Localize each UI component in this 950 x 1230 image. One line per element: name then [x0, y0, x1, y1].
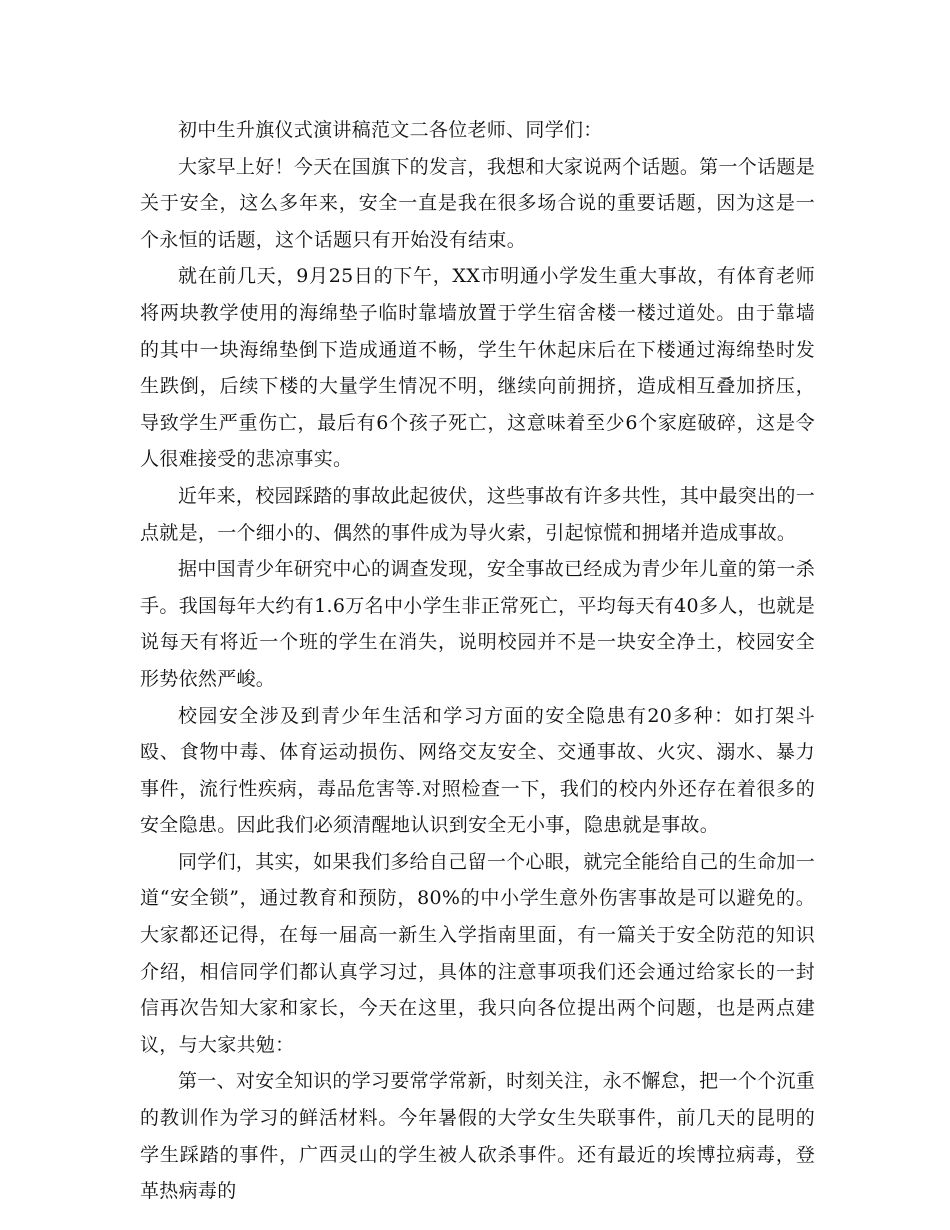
paragraph-statistics: 据中国青少年研究中心的调查发现，安全事故已经成为青少年儿童的第一杀手。我国每年大约有1.6万名中小学生非正常死亡，平均每天有40多人，也就是说每天有将近一个班的学生在消失，说明校园并不是一块安全净土，校园安全形势依然严峻。: [140, 558, 815, 690]
paragraph-title-greeting: 初中生升旗仪式演讲稿范文二各位老师、同学们：: [178, 119, 603, 141]
paragraph-first-suggestion: 第一、对安全知识的学习要常学常新，时刻关注，永不懈怠，把一个个沉重的教训作为学习的鲜活材料。今年暑假的大学女生失联事件，前几天的昆明的学生踩踏的事件，广西灵山的学生被人砍杀事件。还有最近的埃博拉病毒，登革热病毒的: [140, 1070, 815, 1203]
paragraph-incident: 就在前几天，9月25日的下午，XX市明通小学发生重大事故，有体育老师将两块教学使用的海绵垫子临时靠墙放置于学生宿舍楼一楼过道处。由于靠墙的其中一块海绵垫倒下造成通道不畅，学生午休起床后在下楼通过海绵垫时发生跌倒，后续下楼的大量学生情况不明，继续向前拥挤，造成相互叠加挤压，导致学生严重伤亡，最后有6个孩子死亡，这意味着至少6个家庭破碎，这是令人很难接受的悲凉事实。: [140, 265, 815, 471]
document-body: [140, 112, 815, 1210]
paragraph-opening: 大家早上好！今天在国旗下的发言，我想和大家说两个话题。第一个话题是关于安全，这么多年来，安全一直是我在很多场合说的重要话题，因为这是一个永恒的话题，这个话题只有开始没有结束。: [140, 155, 815, 251]
paragraph-stampede-trend: 近年来，校园踩踏的事故此起彼伏，这些事故有许多共性，其中最突出的一点就是，一个细小的、偶然的事件成为导火索，引起惊慌和拥堵并造成事故。: [140, 484, 815, 544]
paragraph-prevention: 同学们，其实，如果我们多给自己留一个心眼，就完全能给自己的生命加一道“安全锁”，通过教育和预防，80%的中小学生意外伤害事故是可以避免的。大家都还记得，在每一届高一新生入学指南里面，有一篇关于安全防范的知识介绍，相信同学们都认真学习过，具体的注意事项我们还会通过给家长的一封信再次告知大家和家长，今天在这里，我只向各位提出两个问题，也是两点建议，与大家共勉：: [140, 850, 815, 1056]
paragraph-hazards: 校园安全涉及到青少年生活和学习方面的安全隐患有20多种：如打架斗殴、食物中毒、体育运动损伤、网络交友安全、交通事故、火灾、溺水、暴力事件，流行性疾病，毒品危害等.对照检查一下，我们的校内外还存在着很多的安全隐患。因此我们必须清醒地认识到安全无小事，隐患就是事故。: [140, 704, 815, 837]
